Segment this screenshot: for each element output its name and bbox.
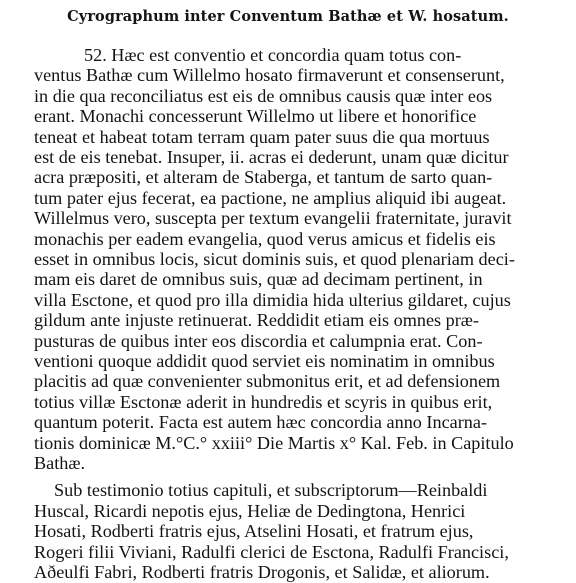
text-line: ventioni quoque addidit quod serviet eis nominatim in omnibus (34, 351, 495, 371)
text-line: tionis dominicæ M.°C.° xxiii° Die Martis x° Kal. Feb. in Capitulo (34, 432, 514, 453)
text-line: quantum poterit. Facta est autem hæc concordia anno Incarna- (34, 412, 488, 433)
text-line: Sub testimonio totius capituli, et subscriptorum—Reinbaldi (54, 480, 488, 501)
text-line: teneat et habeat totam terram quam pater suus die qua mortuus (34, 126, 490, 147)
text-line: villa Esctone, et quod pro illa dimidia hida ulterius gildaret, cujus (34, 289, 511, 310)
text-line: Bathæ. (34, 453, 86, 473)
text-line: Willelmus vero, suscepta per textum evangelii fraternitate, juravit (34, 208, 512, 229)
text-line: est de eis tenebat. Insuper, ii. acras ei dederunt, unam quæ dicitur (34, 147, 509, 167)
text-line: totius villæ Esctonæ aderit in hundredis et scyris in quibus erit, (34, 391, 493, 412)
text-line: gildum ante injuste retinuerat. Reddidit etiam eis omnes præ- (34, 310, 479, 331)
text-line: ventus Bathæ cum Willelmo hosato firmaverunt et consenserunt, (34, 65, 505, 86)
text-line: erant. Monachi concesserunt Willelmo ut libere et honorifice (34, 106, 477, 127)
text-line: Hosati, Rodberti fratris ejus, Atselini Hosati, et fratrum ejus, (34, 521, 474, 542)
text-line: esset in omnibus locis, sicut dominis suis, et quod plenariam deci- (34, 249, 515, 269)
text-line: mam eis daret de omnibus suis, quæ ad decimam pertinent, in (34, 269, 483, 290)
text-line: placitis ad quæ convenienter submonitus erit, et ad defensionem (34, 371, 501, 392)
text-line: Huscal, Ricardi nepotis ejus, Heliæ de Dedingtona, Henrici (34, 500, 466, 521)
text-line: tum pater ejus fecerat, ea pactione, ne amplius aliquid ibi augeat. (34, 187, 507, 208)
text-line: 52. Hæc est conventio et concordia quam totus con- (84, 45, 462, 65)
text-line: pusturas de quibus inter eos discordia et calumpnia erat. Con- (34, 330, 483, 351)
text-line: in die qua reconciliatus est eis de omnibus causis quæ inter eos (34, 85, 493, 106)
text-line: Aðeulfi Fabri, Rodberti fratris Drogonis, et Salidæ, et aliorum. (34, 562, 490, 582)
text-line: Rogeri filii Viviani, Radulfi clerici de Esctona, Radulfi Francisci, (34, 541, 509, 562)
document-title: Cyrographum inter Conventum Bathæ et W. hosatum. (67, 8, 509, 25)
text-line: monachis per eadem evangelia, quod verus amicus et fidelis eis (34, 228, 496, 249)
text-line: acra præpositi, et alteram de Staberga, et tantum de sarto quan- (34, 167, 493, 188)
